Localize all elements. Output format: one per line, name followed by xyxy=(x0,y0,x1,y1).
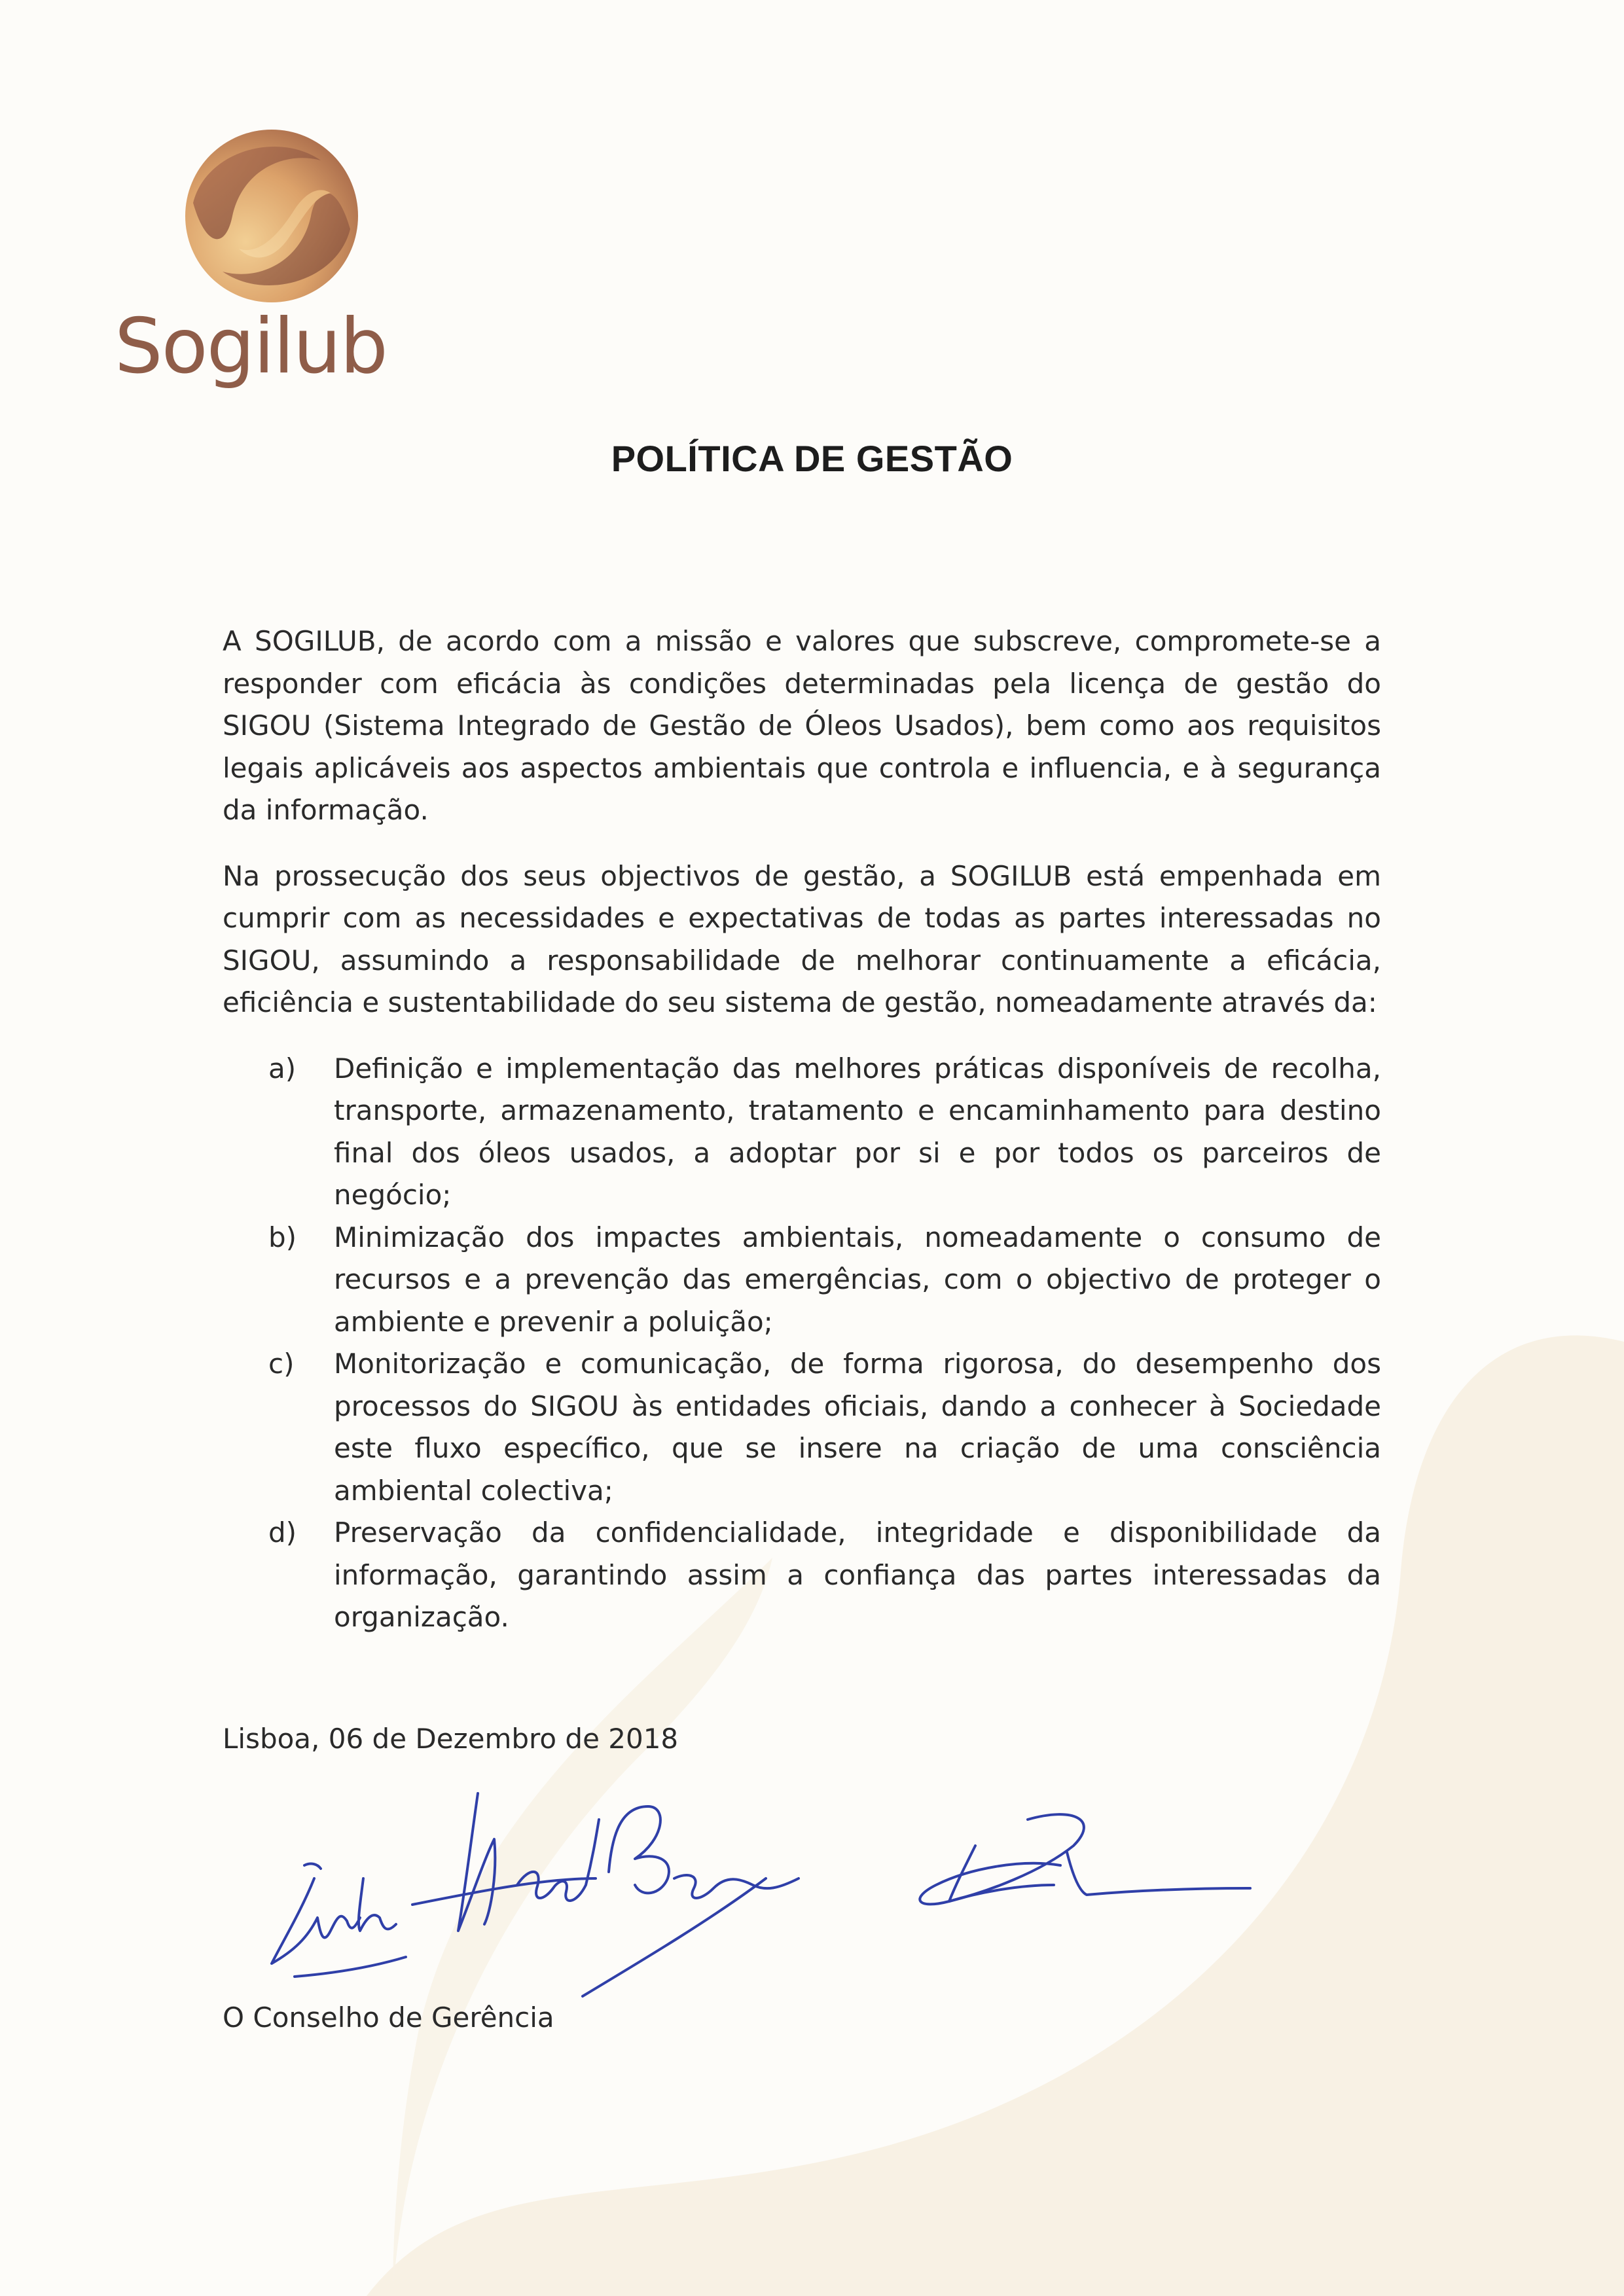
signature-2 xyxy=(412,1793,799,1996)
list-item xyxy=(223,1217,1381,1344)
signature-3 xyxy=(920,1814,1250,1904)
list-item xyxy=(223,1048,1381,1217)
signatory-label: O Conselho de Gerência xyxy=(223,2001,554,2034)
list-item xyxy=(223,1512,1381,1639)
logo-wordmark: Sogilub xyxy=(115,302,387,391)
list-item-text: Preservação da confidencialidade, integridade e disponibilidade da informação, garantindo assim a confiança das partes interessadas da organização. xyxy=(334,1516,1381,1633)
sogilub-emblem-icon xyxy=(180,124,363,308)
list-marker: b) xyxy=(268,1221,297,1253)
company-logo xyxy=(115,124,429,412)
list-marker: d) xyxy=(268,1516,297,1549)
list-marker: c) xyxy=(268,1348,295,1380)
place-and-date: Lisboa, 06 de Dezembro de 2018 xyxy=(223,1723,679,1755)
signature-1 xyxy=(272,1864,406,1977)
list-marker: a) xyxy=(268,1052,297,1085)
commitment-paragraph: Na prossecução dos seus objectivos de gestão, a SOGILUB está empenhada em cumprir com as necessidades e expectativas de todas as partes interessadas no SIGOU, assumindo a responsabilidade de melhorar continuamente a eficácia, eficiência e sustentabilidade do seu sistema de gestão, nomeadamente através da: xyxy=(223,859,1381,1018)
list-item-text: Minimização dos impactes ambientais, nomeadamente o consumo de recursos e a prevenção das emergências, com o objectivo de proteger o ambiente e prevenir a poluição; xyxy=(334,1221,1381,1338)
list-item xyxy=(223,1343,1381,1512)
document-body xyxy=(223,620,1381,1639)
commitment-list xyxy=(223,1048,1381,1639)
handwritten-signatures xyxy=(255,1780,1316,2016)
document-title: POLÍTICA DE GESTÃO xyxy=(611,438,1013,479)
list-item-text: Monitorização e comunicação, de forma rigorosa, do desempenho dos processos do SIGOU às entidades oficiais, dando a conhecer à Sociedade este fluxo específico, que se insere na criação de uma consciência ambiental colectiva; xyxy=(334,1348,1381,1507)
intro-paragraph: A SOGILUB, de acordo com a missão e valores que subscreve, compromete-se a responder com eficácia às condições determinadas pela licença de gestão do SIGOU (Sistema Integrado de Gestão de Óleos Usados), bem como aos requisitos legais aplicáveis aos aspectos ambientais que controla e influencia, e à segurança da informação. xyxy=(223,625,1381,826)
list-item-text: Definição e implementação das melhores práticas disponíveis de recolha, transporte, armazenamento, tratamento e encaminhamento para destino final dos óleos usados, a adoptar por si e por todos os parceiros de negócio; xyxy=(334,1052,1381,1211)
